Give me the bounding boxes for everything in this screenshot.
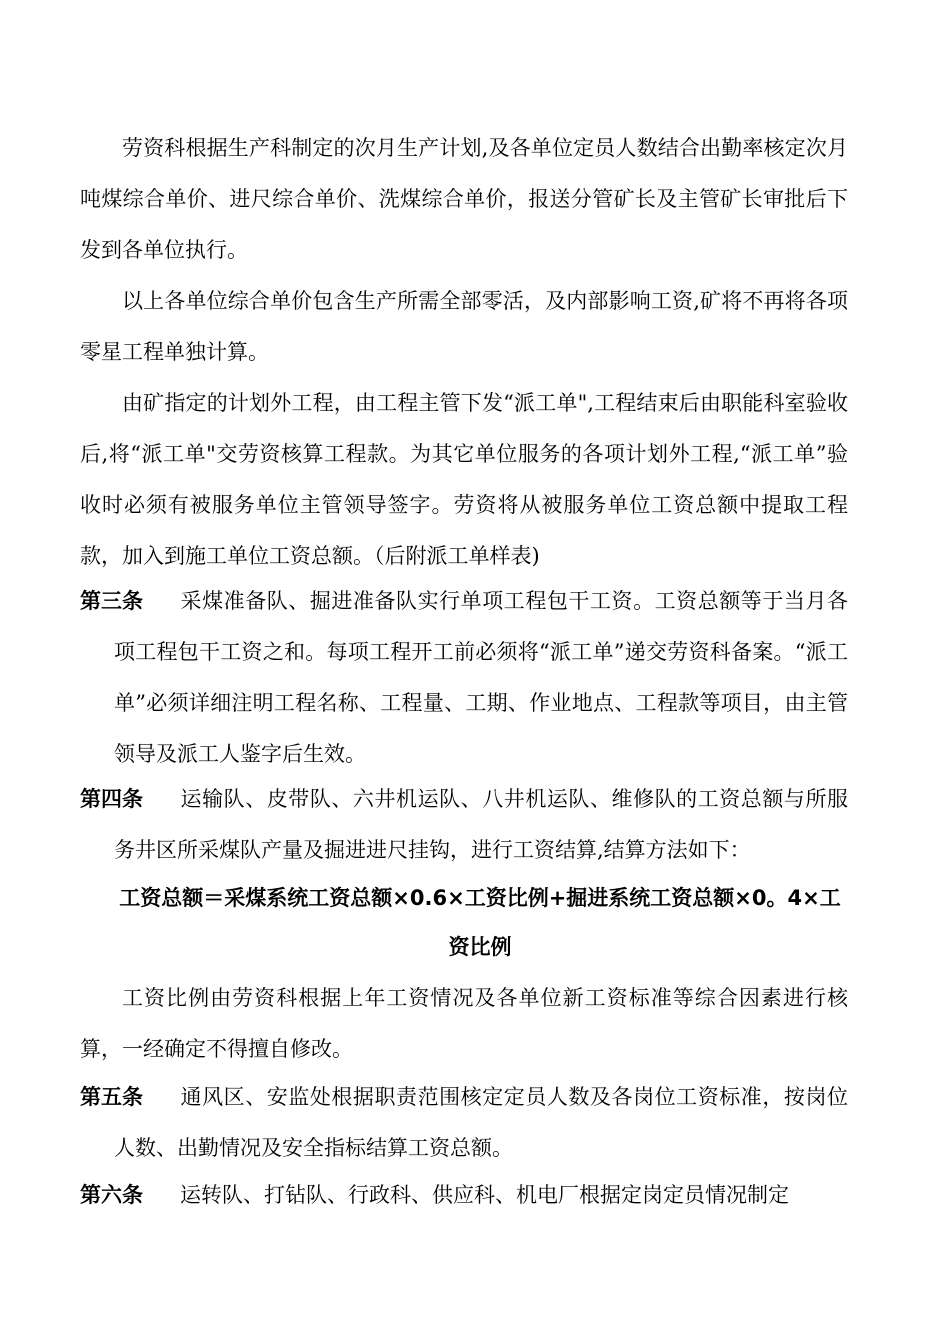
- article-5: [80, 1072, 848, 1174]
- paragraph-wage-ratio: 工资比例由劳资科根据上年工资情况及各单位新工资标准等综合因素进行核算，一经确定不得擅自修改。: [80, 986, 848, 1061]
- article-5-text: 通风区、安监处根据职责范围核定定员人数及各岗位工资标准，按岗位人数、出勤情况及安全指标结算工资总额。: [114, 1085, 848, 1160]
- article-4: [80, 774, 848, 876]
- paragraph-unit-price-scope: 以上各单位综合单价包含生产所需全部零活，及内部影响工资,矿将不再将各项零星工程单独计算。: [80, 289, 848, 364]
- article-6-text: 运转队、打钻队、行政科、供应科、机电厂根据定岗定员情况制定: [180, 1183, 789, 1207]
- paragraph-unplanned-work: 由矿指定的计划外工程，由工程主管下发“派工单",工程结束后由职能科室验收后,将“派工单"交劳资核算工程款。为其它单位服务的各项计划外工程,“派工单”验收时必须有被服务单位主管领导签字。劳资将从被服务单位工资总额中提取工程款，加入到施工单位工资总额。（后附派工单样表): [80, 391, 848, 568]
- article-3: [80, 576, 848, 780]
- paragraph-production-plan: 劳资科根据生产科制定的次月生产计划,及各单位定员人数结合出勤率核定次月吨煤综合单价、进尺综合单价、洗煤综合单价，报送分管矿长及主管矿长审批后下发到各单位执行。: [80, 136, 848, 262]
- formula-line-2: 资比例: [448, 935, 512, 959]
- article-4-label: 第四条: [80, 787, 143, 811]
- article-6-label: 第六条: [80, 1183, 143, 1207]
- article-3-text: 采煤准备队、掘进准备队实行单项工程包干工资。工资总额等于当月各项工程包干工资之和。每项工程开工前必须将“派工单”递交劳资科备案。“派工单”必须详细注明工程名称、工程量、工期、作业地点、工程款等项目，由主管领导及派工人鉴字后生效。: [114, 589, 848, 766]
- formula-line-1: 工资总额＝采煤系统工资总额×0.6×工资比例+掘进系统工资总额×0。4×工: [119, 886, 841, 910]
- article-3-label: 第三条: [80, 589, 143, 613]
- article-6: [80, 1170, 848, 1221]
- article-4-text: 运输队、皮带队、六井机运队、八井机运队、维修队的工资总额与所服务井区所采煤队产量及掘进进尺挂钩，进行工资结算,结算方法如下：: [114, 787, 848, 862]
- article-5-label: 第五条: [80, 1085, 143, 1109]
